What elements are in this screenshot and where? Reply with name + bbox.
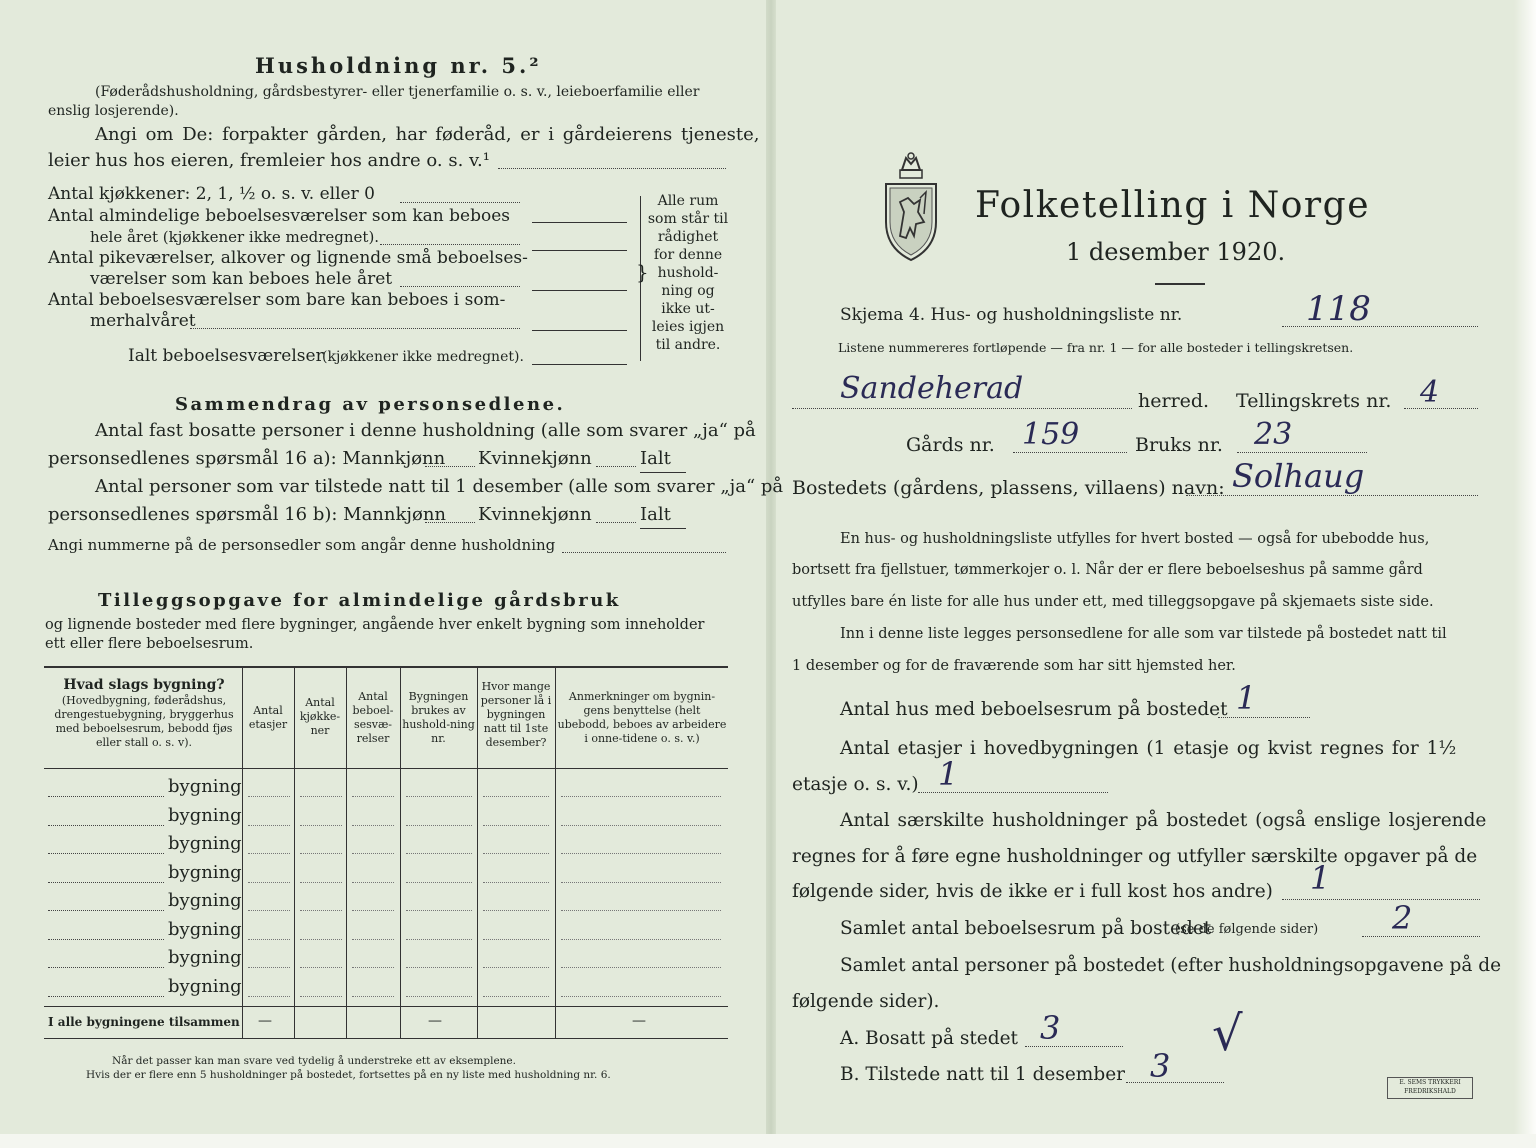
summary-kvinne-1: Kvinnekjønn — [478, 448, 592, 469]
building-cell-line — [248, 910, 290, 911]
building-cell-line — [561, 910, 721, 911]
total-row-label: I alle bygningene tilsammen — [48, 1015, 240, 1029]
dots — [380, 244, 520, 245]
herred-label: herred. — [1138, 390, 1210, 412]
ask-line — [498, 168, 726, 169]
brace-note-line: rådighet — [657, 229, 719, 245]
summary-4: personsedlenes spørsmål 16 b): Mannkjønn — [48, 504, 447, 525]
skjema-label: Skjema 4. Hus- og husholdningsliste nr. — [840, 305, 1183, 325]
rooms-small-2: værelser som kan beboes hele året — [90, 269, 393, 289]
rooms-kitchens: Antal kjøkkener: 2, 1, ½ o. s. v. eller 0 — [48, 184, 375, 204]
building-cell-line — [248, 939, 290, 940]
building-cell-line — [483, 967, 549, 968]
dots — [400, 202, 520, 203]
dots — [1126, 1082, 1224, 1083]
building-row-label: bygning — [168, 776, 242, 797]
q-rooms: Samlet antal beboelsesrum på bostedet — [840, 918, 1212, 939]
a-households: 1 — [1310, 859, 1331, 897]
bosted-value: Solhaug — [1232, 457, 1365, 495]
footnote-1: Når det passer kan man svare ved tydelig å understreke ett av eksemplene. — [112, 1055, 516, 1067]
q-households-2: regnes for å føre egne husholdninger og utfyller særskilte opgaver på de — [792, 846, 1478, 867]
q-households-1: Antal særskilte husholdninger på bostedet (også enslige losjerende — [840, 810, 1487, 831]
building-cell-line — [352, 967, 394, 968]
col-kind-header — [48, 676, 240, 750]
building-cell-line — [352, 882, 394, 883]
dots — [425, 522, 475, 523]
q-persons-1: Samlet antal personer på bostedet (efter husholdningsopgavene på de — [840, 955, 1502, 976]
summary-kvinne-2: Kvinnekjønn — [478, 504, 592, 525]
building-cell-line — [561, 825, 721, 826]
col-line — [242, 667, 243, 1038]
extra-title: Tilleggsopgave for almindelige gårdsbruk — [98, 590, 621, 611]
household-ask-2: leier hus hos eieren, fremleier hos andre o. s. v.¹ — [48, 150, 490, 171]
line — [640, 472, 686, 473]
answer-line — [532, 250, 627, 251]
building-cell-line — [352, 939, 394, 940]
q-houses: Antal hus med beboelsesrum på bostedet — [840, 699, 1228, 720]
dots — [792, 408, 1132, 409]
check-mark: √ — [1212, 1006, 1243, 1062]
a-houses: 1 — [1236, 679, 1257, 717]
building-cell-line — [406, 996, 472, 997]
building-row-label: bygning — [168, 918, 242, 940]
building-cell-line — [561, 853, 721, 854]
total-dash-brukes: — — [428, 1013, 442, 1029]
paper-edge-bottom — [0, 1134, 1536, 1148]
col-anmerkninger: Anmerkninger om bygnin-gens benyttelse (helt ubebodd, beboes av arbeidere i onne-tidene o. s. v.) — [557, 690, 727, 745]
answer-line — [532, 364, 627, 365]
building-row-label: bygning — [168, 890, 242, 911]
building-row-label: bygning — [168, 947, 242, 968]
building-cell-line — [406, 825, 472, 826]
summary-5: Angi nummerne på de personsedler som angår denne husholdning — [48, 536, 556, 554]
brace-note-line: leies igjen — [651, 319, 725, 335]
building-cell-line — [248, 967, 290, 968]
rooms-small: Antal pikeværelser, alkover og lignende små beboelses- — [48, 248, 528, 268]
info-1: En hus- og husholdningsliste utfylles for hvert bosted — også for ubebodde hus, — [840, 531, 1430, 547]
col-line — [555, 667, 556, 1038]
census-title: Folketelling i Norge — [975, 185, 1370, 226]
building-row-label: bygning — [168, 975, 242, 997]
dots — [1362, 936, 1480, 937]
building-cell-line — [406, 853, 472, 854]
building-cell-line — [248, 796, 290, 797]
rooms-total-note: (kjøkkener ikke medregnet). — [322, 349, 524, 365]
building-row-line — [48, 967, 164, 968]
building-row-line — [48, 853, 164, 854]
q-floors-1: Antal etasjer i hovedbygningen (1 etasje og kvist regnes for 1½ — [840, 738, 1457, 759]
building-cell-line — [352, 853, 394, 854]
building-cell-line — [406, 967, 472, 968]
printer-stamp: E. SEMS TRYKKERI FREDRIKSHALD — [1387, 1077, 1473, 1099]
building-cell-line — [561, 796, 721, 797]
bosted-label: Bostedets (gårdens, plassens, villaens) navn: — [792, 477, 1225, 499]
a-floors: 1 — [938, 755, 959, 793]
building-cell-line — [300, 939, 342, 940]
building-cell-line — [483, 796, 549, 797]
building-cell-line — [248, 996, 290, 997]
info-4: Inn i denne liste legges personsedlene for alle som var tilstede på bostedet natt til — [840, 626, 1447, 642]
krets-label: Tellingskrets nr. — [1236, 390, 1392, 412]
dots — [425, 466, 475, 467]
household-title: Husholdning nr. 5.² — [255, 53, 542, 78]
col-line — [294, 667, 295, 1038]
gards-value: 159 — [1022, 417, 1080, 452]
building-cell-line — [483, 825, 549, 826]
skjema-number: 118 — [1306, 289, 1371, 329]
total-dash-etasjer: — — [258, 1013, 272, 1029]
answer-line — [532, 290, 627, 291]
col-line — [400, 667, 401, 1038]
dots — [1218, 717, 1310, 718]
brace-note-line: for denne — [653, 247, 723, 263]
building-cell-line — [406, 910, 472, 911]
brace-note — [646, 192, 730, 354]
rooms-summer: Antal beboelsesværelser som bare kan beboes i som- — [48, 290, 506, 310]
brace-note-line: Alle rum — [657, 193, 719, 209]
summary-1: Antal fast bosatte personer i denne husholdning (alle som svarer „ja“ på — [95, 420, 756, 441]
dots — [400, 286, 520, 287]
col-personer: Hvor mange personer lå i bygningen natt til 1ste desember? — [480, 680, 552, 749]
col-brukes: Bygningen brukes av hushold-ning nr. — [402, 690, 475, 745]
table-top — [44, 666, 728, 668]
col-beboelsesvaerelser: Antal beboel-sesvæ-relser — [352, 690, 394, 745]
col-kjokkener: Antal kjøkke-ner — [299, 696, 341, 737]
krets-value: 4 — [1420, 375, 1440, 410]
table-total-top — [44, 1006, 728, 1007]
brace-note-line: ikke ut- — [661, 301, 715, 317]
brace: } — [636, 260, 649, 284]
gards-label: Gårds nr. — [906, 434, 995, 456]
a-present: 3 — [1150, 1047, 1171, 1085]
q-present: B. Tilstede natt til 1 desember — [840, 1064, 1125, 1085]
info-2: bortsett fra fjellstuer, tømmerkojer o. l. Når der er flere beboelseshus på samme gård — [792, 562, 1423, 578]
household-intro-1: (Føderådshusholdning, gårdsbestyrer- eller tjenerfamilie o. s. v., leieboerfamilie eller — [95, 84, 700, 100]
q-households-3: følgende sider, hvis de ikke er i full kost hos andre) — [792, 881, 1273, 902]
summary-3: Antal personer som var tilstede natt til 1 desember (alle som svarer „ja“ på — [95, 476, 784, 497]
building-row-label: bygning — [168, 861, 242, 883]
a-resident: 3 — [1040, 1009, 1061, 1047]
summary-ialt-2: Ialt — [640, 504, 671, 525]
title-rule — [1155, 283, 1205, 285]
dots — [562, 552, 726, 553]
col-line — [346, 667, 347, 1038]
building-cell-line — [300, 825, 342, 826]
dots — [1186, 495, 1478, 496]
building-cell-line — [352, 910, 394, 911]
rooms-summer-2: merhalvåret — [90, 311, 196, 331]
herred-value: Sandeherad — [840, 371, 1024, 406]
a-rooms: 2 — [1392, 899, 1413, 937]
building-cell-line — [483, 939, 549, 940]
building-cell-line — [561, 967, 721, 968]
bruks-label: Bruks nr. — [1135, 434, 1223, 456]
household-intro-2: enslig losjerende). — [48, 103, 179, 119]
summary-2: personsedlenes spørsmål 16 a): Mannkjønn — [48, 448, 446, 469]
brace-note-line: ning og — [661, 283, 715, 299]
answer-line — [532, 330, 627, 331]
building-cell-line — [352, 825, 394, 826]
building-cell-line — [300, 882, 342, 883]
dots — [1237, 452, 1367, 453]
building-cell-line — [483, 996, 549, 997]
col-kind-sub: (Hovedbygning, føderådshus, drengestuebygning, bryggerhus med beboelsesrum, bebodd fjøs eller stall o. s. v). — [54, 694, 234, 749]
info-3: utfylles bare én liste for alle hus under ett, med tilleggsopgave på skjemaets siste side. — [792, 594, 1434, 610]
brace-note-line: hushold- — [657, 265, 719, 281]
rooms-ordinary: Antal almindelige beboelsesværelser som kan beboes — [48, 206, 510, 226]
summary-title: Sammendrag av personsedlene. — [175, 394, 566, 415]
building-cell-line — [352, 996, 394, 997]
page-fold — [766, 0, 776, 1148]
building-cell-line — [406, 796, 472, 797]
line — [640, 528, 686, 529]
rooms-total: Ialt beboelsesværelser — [128, 346, 324, 366]
building-cell-line — [300, 796, 342, 797]
info-5: 1 desember og for de fraværende som har sitt hjemsted her. — [792, 658, 1236, 674]
answer-line — [532, 222, 627, 223]
table-header-bottom — [44, 768, 728, 769]
table-bottom — [44, 1038, 728, 1039]
building-cell-line — [352, 796, 394, 797]
building-row-line — [48, 939, 164, 940]
numbering-note: Listene nummereres fortløpende — fra nr. 1 — for alle bosteder i tellingskretsen. — [838, 340, 1354, 355]
census-date: 1 desember 1920. — [1066, 238, 1286, 266]
building-cell-line — [561, 939, 721, 940]
building-cell-line — [248, 882, 290, 883]
building-cell-line — [406, 939, 472, 940]
col-kind-title: Hvad slags bygning? — [63, 677, 225, 693]
q-resident: A. Bosatt på stedet — [840, 1028, 1018, 1049]
bruks-value: 23 — [1254, 417, 1293, 452]
building-cell-line — [483, 853, 549, 854]
building-cell-line — [483, 910, 549, 911]
dots — [1404, 408, 1478, 409]
dots — [1013, 452, 1127, 453]
dots — [1282, 899, 1480, 900]
building-row-line — [48, 996, 164, 997]
building-cell-line — [248, 853, 290, 854]
col-etasjer: Antal etasjer — [248, 704, 288, 731]
paper-edge — [1514, 0, 1536, 1148]
building-cell-line — [406, 882, 472, 883]
total-dash-anm: — — [632, 1013, 646, 1029]
footnote-2: Hvis der er flere enn 5 husholdninger på bostedet, fortsettes på en ny liste med husholdning nr. 6. — [86, 1069, 611, 1081]
building-cell-line — [561, 882, 721, 883]
q-floors-2: etasje o. s. v.) — [792, 774, 919, 795]
building-cell-line — [300, 996, 342, 997]
summary-ialt-1: Ialt — [640, 448, 671, 469]
dots — [596, 466, 636, 467]
building-row-label: bygning — [168, 804, 242, 826]
q-persons-2: følgende sider). — [792, 991, 940, 1012]
building-row-line — [48, 796, 164, 797]
q-rooms-note: (se de følgende sider) — [1175, 922, 1319, 937]
col-line — [477, 667, 478, 1038]
building-cell-line — [483, 882, 549, 883]
building-row-line — [48, 882, 164, 883]
dots — [190, 328, 520, 329]
building-row-line — [48, 825, 164, 826]
building-cell-line — [300, 853, 342, 854]
brace-note-line: til andre. — [655, 337, 721, 353]
building-row-line — [48, 910, 164, 911]
extra-2: ett eller flere beboelsesrum. — [45, 636, 254, 652]
norway-coat-of-arms-icon — [880, 152, 942, 264]
rooms-ordinary-2: hele året (kjøkkener ikke medregnet). — [90, 228, 380, 246]
brace-note-line: som står til — [647, 211, 729, 227]
building-cell-line — [561, 996, 721, 997]
building-cell-line — [248, 825, 290, 826]
extra-1: og lignende bosteder med flere bygninger, angående hver enkelt bygning som inneholder — [45, 617, 705, 633]
building-cell-line — [300, 910, 342, 911]
building-cell-line — [300, 967, 342, 968]
dots — [596, 522, 636, 523]
household-ask-1: Angi om De: forpakter gården, har føderåd, er i gårdeierens tjeneste, — [95, 124, 760, 145]
building-row-label: bygning — [168, 833, 242, 854]
